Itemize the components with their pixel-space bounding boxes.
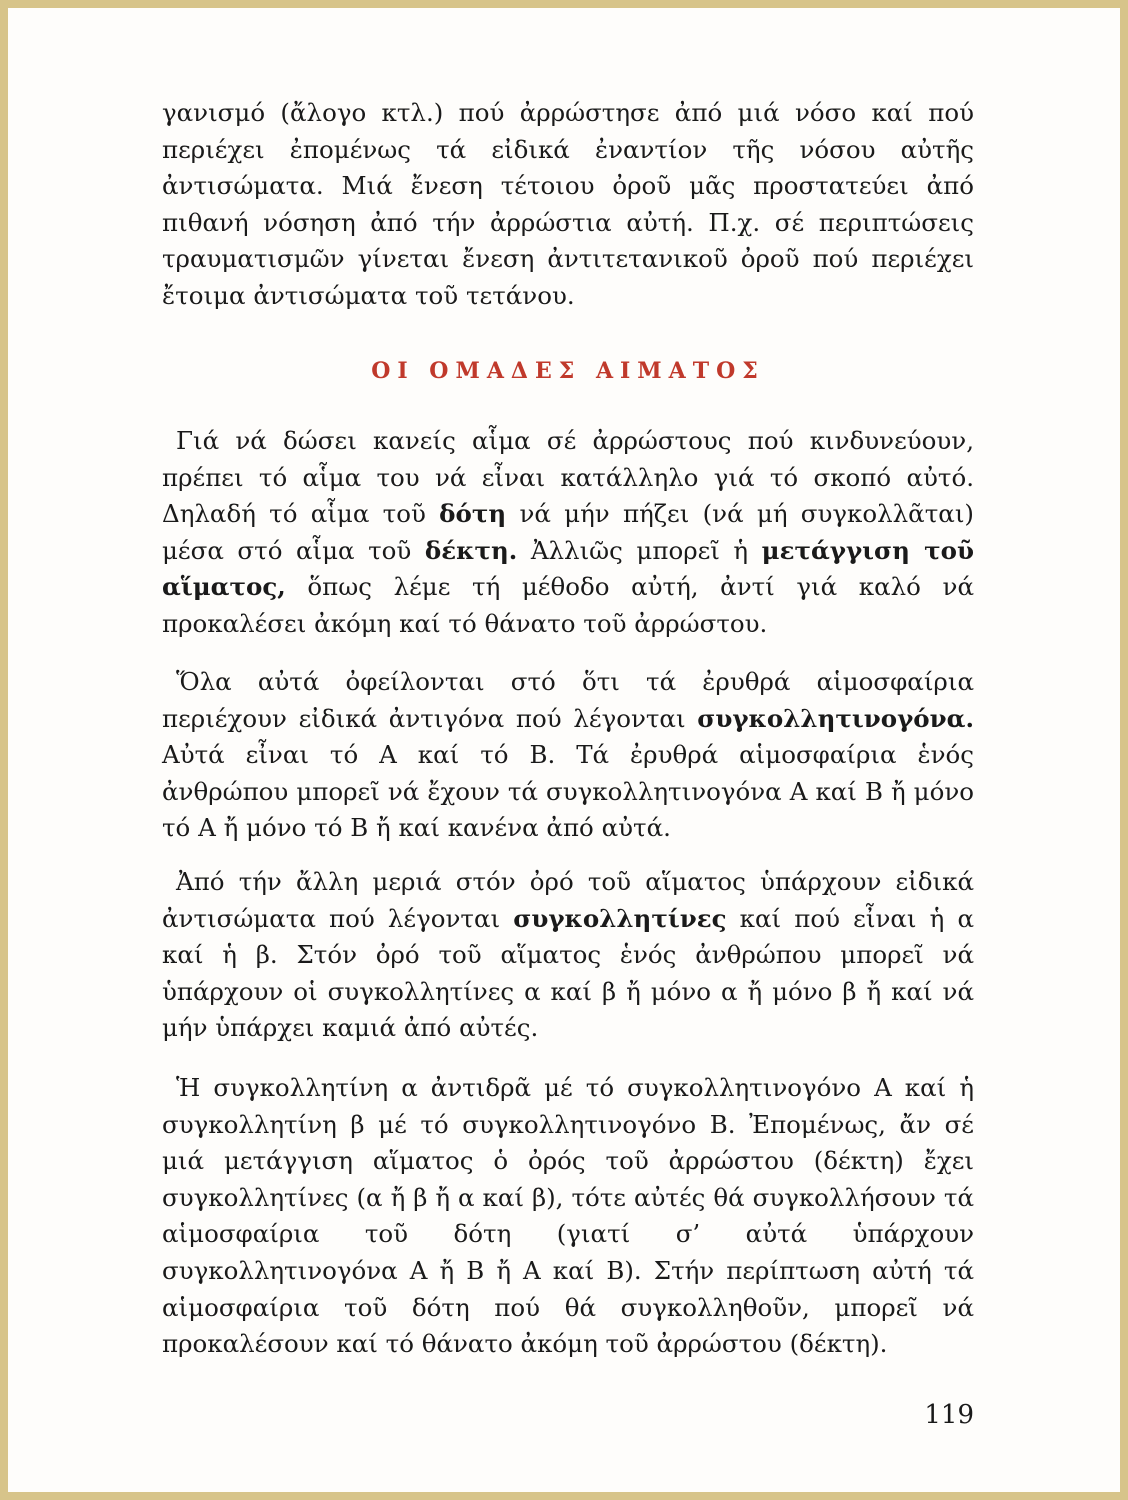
text-run: νά μήν πήζει (νά μή συγκολλᾶται) μέσα στό αἷμα τοῦ xyxy=(162,499,974,565)
term-recipient: δέκτη. xyxy=(424,535,518,565)
text-run: Ἀλλιῶς μπορεῖ ἡ xyxy=(517,535,762,565)
term-agglutinins: συγκολλητίνες xyxy=(513,903,727,933)
paragraph-blood-donation xyxy=(162,423,974,643)
text-run: Ὅλα αὐτά ὀφείλονται στό ὅτι τά ἐρυθρά αἱμοσφαίρια περιέχουν εἰδικά ἀντιγόνα πού λέγονται xyxy=(162,667,974,733)
page-number: 119 xyxy=(924,1400,974,1430)
paragraph-continuation xyxy=(162,95,974,315)
term-donor: δότη xyxy=(439,499,507,529)
section-heading: ΟΙ ΟΜΑΔΕΣ ΑΙΜΑΤΟΣ xyxy=(371,358,765,384)
text-run: Αὐτά εἶναι τό Α καί τό Β. Τά ἐρυθρά αἱμοσφαίρια ἑνός ἀνθρώπου μπορεῖ νά ἔχουν τά συγκολλητινογόνα Α καί Β ἤ μόνο τό Α ἤ μόνο τό Β ἤ καί κανένα ἀπό αὐτά. xyxy=(162,740,974,843)
text-run: ὅπως λέμε τή μέθοδο αὐτή, ἀντί γιά καλό νά προκαλέσει ἀκόμη καί τό θάνατο τοῦ ἀρρώστου. xyxy=(162,572,974,638)
paragraph-agglutinins xyxy=(162,864,974,1047)
term-transfusion: μετάγγιση τοῦ αἵματος, xyxy=(162,535,974,602)
text-run: καί πού εἶναι ἡ α καί ἡ β. Στόν ὀρό τοῦ αἵματος ἑνός ἀνθρώπου μπορεῖ νά ὑπάρχουν οἱ συγκολλητίνες α καί β ἤ μόνο α ἤ μόνο β ἤ καί νά μήν ὑπάρχει καμιά ἀπό αὐτές. xyxy=(162,903,974,1043)
paragraph-text: γανισμό (ἄλογο κτλ.) πού ἀρρώστησε ἀπό μιά νόσο καί πού περιέχει ἐπομένως τά εἰδικά ἐναντίον τῆς νόσου αὐτῆς ἀντισώματα. Μιά ἔνεση τέτοιου ὀροῦ μᾶς προστατεύει ἀπό πιθανή νόσηση ἀπό τήν ἀρρώστια αὐτή. Π.χ. σέ περιπτώσεις τραυματισμῶν γίνεται ἔνεση ἀντιτετανικοῦ ὀροῦ πού περιέχει ἔτοιμα ἀντισώματα τοῦ τετάνου. xyxy=(162,98,974,310)
paragraph-reaction xyxy=(162,1070,974,1363)
text-run: Ἀπό τήν ἄλλη μεριά στόν ὀρό τοῦ αἵματος ὑπάρχουν εἰδικά ἀντισώματα πού λέγονται xyxy=(162,867,974,933)
text-run: Γιά νά δώσει κανείς αἷμα σέ ἀρρώστους πού κινδυνεύουν, πρέπει τό αἷμα του νά εἶναι κατάλληλο γιά τό σκοπό αὐτό. Δηλαδή τό αἷμα τοῦ xyxy=(162,426,974,529)
term-agglutinogens: συγκολλητινογόνα. xyxy=(697,703,974,733)
paragraph-text: Ἡ συγκολλητίνη α ἀντιδρᾶ μέ τό συγκολλητινογόνο Α καί ἡ συγκολλητίνη β μέ τό συγκολλητινογόνο Β. Ἐπομένως, ἄν σέ μιά μετάγγιση αἵματος ὁ ὀρός τοῦ ἀρρώστου (δέκτη) ἔχει συγκολλητίνες (α ἤ β ἤ α καί β), τότε αὐτές θά συγκολλήσουν τά αἱμοσφαίρια τοῦ δότη (γιατί σ’ αὐτά ὑπάρχουν συγκολλητινογόνα Α ἤ Β ἤ Α καί Β). Στήν περίπτωση αὐτή τά αἱμοσφαίρια τοῦ δότη πού θά συγκολληθοῦν, μπορεῖ νά προκαλέσουν καί τό θάνατο ἀκόμη τοῦ ἀρρώστου (δέκτη). xyxy=(162,1073,974,1359)
paragraph-agglutinogens xyxy=(162,664,974,847)
